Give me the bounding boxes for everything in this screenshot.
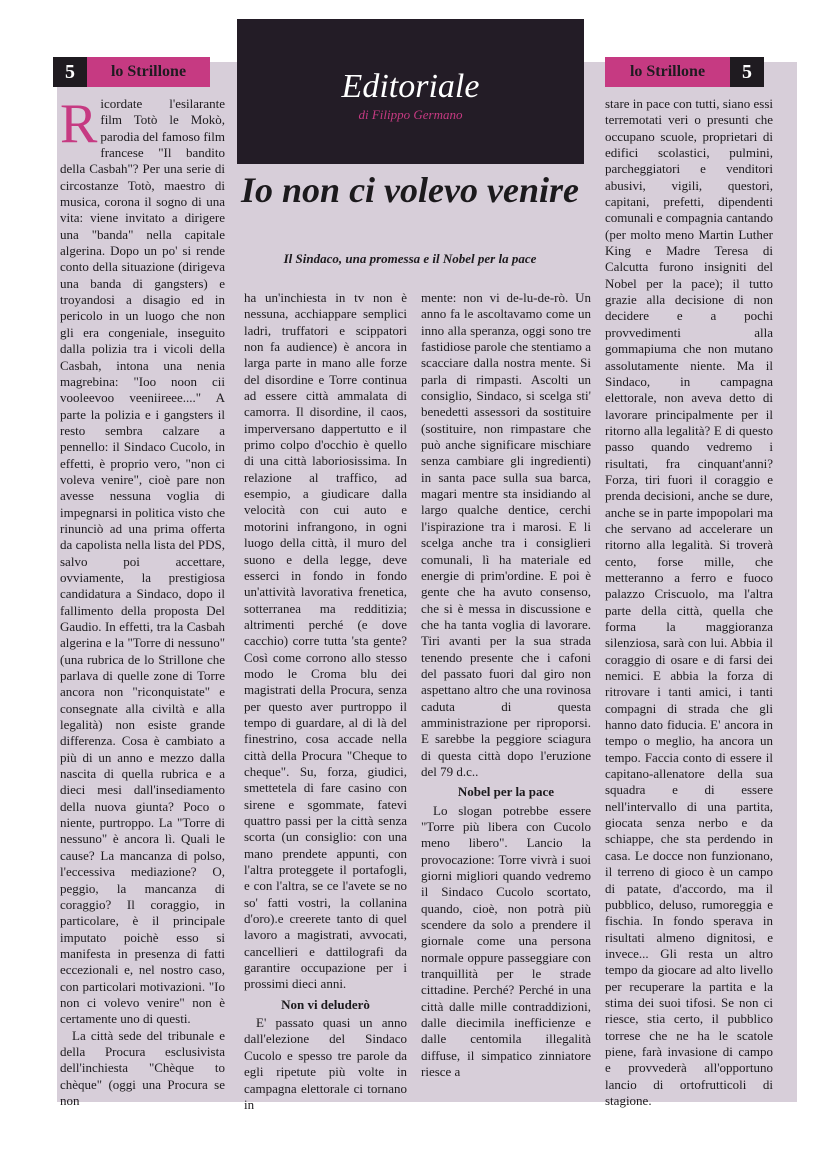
article-column-4 — [605, 96, 773, 1108]
section-heading: Non vi deluderò — [281, 996, 370, 1012]
publication-name: lo Strillone — [605, 57, 730, 87]
page-tag-right — [605, 57, 764, 87]
page-number: 5 — [53, 57, 87, 87]
page-number: 5 — [730, 57, 764, 87]
paragraph: E' passato quasi un anno dall'elezione del Sindaco Cucolo e spesso tre parole da egli ripetute più volte in campagna elettorale ci tornano in — [244, 1015, 407, 1112]
article-column-3 — [421, 290, 591, 1102]
publication-name: lo Strillone — [87, 57, 210, 87]
section-title: Editoriale — [341, 68, 480, 105]
paragraph: stare in pace con tutti, siano essi terremotati veri o presunti che occupano scuole, proprietari di edifici scolastici, pulmini, parcheggiatori e venditori abusivi, vigili, questori, capitani, prefetti, dipendenti comunali e compagnia cantando (per molto meno Martin Luther King e Madre Teresa di Calcutta furono insigniti del Nobel per la pace); il tutto grazie alla decisione di non decidere e a pochi provvedimenti alla gommapiuma che non mutano assolutamente niente. Ma il Sindaco, in campagna elettorale, non aveva detto di lavorare principalmente per il ritorno alla legalità? E di questo passo quando vedremo i risultati, fra cinquant'anni? Forza, tiri fuori il coraggio e prenda decisioni, anche se dure, anche se in parte impopolari ma che servano ad accelerare un ritorno alla legalità. Si troverà cento, forse mille, che metteranno a ferro e fuoco palazzo Criscuolo, ma l'altra parte della città, quella che forma la maggioranza silenziosa, sarà con lui. Abbia il coraggio di osare e di farsi dei nemici. E abbia la forza di ritrovare i tanti amici, i tanti compagni di strada che gli hanno dato fiducia. E' ancora in tempo o meglio, ha ancora un tempo. Faccia conto di essere il capitano-allenatore della sua squadra e di essere nell'intervallo di una partita, giocata senza nerbo e da schiappe, che sta perdendo in casa. Le docce non funzionano, il terreno di gioco è un campo di patate, d'accordo, ma il pubblico, deluso, rumoreggia e fischia. In fondo sperava in risultati almeno dignitosi, e invece... Gli resta un altro tempo da giocare ad alto livello per recuperare la partita e la stima dei suoi tifosi. Se non ci riesce, stia certo, il pubblico torrese che ne ha le scatole piene, farà invasione di campo e provvederà all'opportuno lancio di ortofrutticoli di stagione. — [605, 96, 773, 1108]
paragraph: Lo slogan potrebbe essere "Torre più libera con Cucolo meno libero". Lancio la provocazione: Torre vivrà i suoi giorni migliori quando vedremo il Sindaco Cucolo scortato, quando, cioè, non potrà più scendere da solo a prendere il giornale come una persona normale oppure passeggiare con tranquillità per le strade cittadine. Perché? Perché in una città dalle mille contraddizioni, dalle diecimila inefficienze e dalle centomila illegalità diffuse, il simpatico zinniatore riesce a — [421, 802, 591, 1080]
paragraph: mente: non vi de-lu-de-rò. Un anno fa le ascoltavamo come un inno alla speranza, oggi sono tre fastidiose parole che stentiamo a scacciare dalla nostra mente. Si parla di rimpasti. Ascolti un consiglio, Sindaco, si scelga sti' benedetti assessori da sostituire (sostituire, non rimpastare che può anche significare mischiare senza cambiare gli ingredienti) in santa pace sulla sua barca, magari mentre sta insidiando al largo qualche dentice, cerchi l'ispirazione tra i marosi. E li scelga anche tra i consiglieri comunali, lì ha materiale ed energie di prim'ordine. E poi è gente che ha avuto consenso, che si è messa in discussione e che ha tanta voglia di lavorare. Tiri avanti per la sua strada tenendo presente che i cafoni del passato fuori dal giro non aspettano altro che una rovinosa caduta di questa amministrazione per riproporsi. E sarebbe la peggiore sciagura di questa città dopo l'eruzione del 79 d.c.. — [421, 290, 591, 779]
article-column-1 — [60, 93, 225, 1108]
headline: Io non ci volevo venire — [241, 170, 579, 210]
paragraph: ha un'inchiesta in tv non è nessuna, acchiappare semplici ladri, truffatori e scippatori non fa audience) è ancora in larga parte in mano alle forze del disordine e Torre continua ad essere città ammalata di camorra. Il disordine, il caos, imperversano dappertutto e il primo colpo d'occhio è quello di una città laboriosissima. In relazione al traffico, ad esempio, a giudicare dalla velocità con cui auto e motorini infrangono, in ogni luogo della città, il muro del suono e della legge, deve esserci in fondo in fondo un'attività lavorativa frenetica, sotterranea ma redditizia; altrimenti perché (e dove cacchio) corre tutta 'sta gente? Così come corrono allo stesso modo le Croma blu dei magistrati della Procura, senza per questo aver purtroppo il tempo di guardare, al di là del finestrino, cosa accade nella città della Procura "Cheque to cheque". Su, forza, giudici, smettetela di fare casino con sirene e sgommate, fatevi quattro passi per la città senza scorta (un consiglio: con una mano prendete appunti, con l'altra proteggete il portafogli, e con l'altra, se ce l'avete se no so' fatti vostri, la collanina d'oro).e creerete tanto di quel lavoro a magistrati, avvocati, cancellieri e dattilografi da garantire occupazione per i prossimi dieci anni. — [244, 290, 407, 992]
section-heading: Nobel per la pace — [457, 784, 555, 800]
section-header — [237, 19, 584, 164]
paragraph: icordate l'esilarante film Totò le Mokò, parodia del famoso film francese "Il bandito della Casbah"? Per una serie di circostanze Totò, maestro di musica, corona il sogno di una vita: viene invitato a dirigere una "banda" nella capitale algerina. Dopo un po' si rende conto della situazione (dirigeva una banda di gangsters) e troyandosi a disagio ed in pericolo in un luogo che non gli era congeniale, inseguito dalla polizia tra i vicoli della Casbah, intona una nenia magrebina: "Ioo noon cii vooleevoo veeniireee...." A parte la polizia e i gangsters il resto sembra calzare a pennello: il Sindaco Cucolo, in effetti, è proprio vero, "non ci voleva venire", cioè pare non avesse nessuna voglia di impegnarsi in politica visto che rinunciò ad una prima offerta da capolista nella lista del PDS, salvo poi accettare, ovviamente, la prestigiosa candidatura a Sindaco, dopo il fallimento della proposta Del Gaudio. In effetti, tra la Casbah algerina e la "Torre di nessuno"(una rubrica de lo Strillone che parlava di quelle zone di Torre ancora non "riconquistate" e consegnate alla civiltà e alla legalità) non esiste grande differenza. Cosa è cambiato a più di un anno e mezzo dalla nascita di quella rubrica e a dieci mesi dall'insediamento della nuova giunta? Poco o niente, purtroppo. La "Torre di nessuno" è ancora lì. Quali le cause? La mancanza di polso, l'eccessiva mediazione? O, peggio, la mancanza di coraggio? Il coraggio, in particolare, è il principale imputato poichè esso si manifesta in presenza di fatti eccezionali e, nel nostro caso, con particolari motivazioni. "Io non ci volevo venire" non è certamente uno di questi. — [60, 96, 225, 1027]
drop-cap: R — [60, 93, 98, 155]
paragraph: La città sede del tribunale e della Procura esclusivista dell'inchiesta "Chèque to chèque" (oggi una Procura se non — [60, 1027, 225, 1108]
article-column-2 — [244, 290, 407, 1112]
subheadline: Il Sindaco, una promessa e il Nobel per la pace — [283, 251, 537, 266]
byline: di Filippo Germano — [358, 107, 463, 122]
page-tag-left — [53, 57, 210, 87]
